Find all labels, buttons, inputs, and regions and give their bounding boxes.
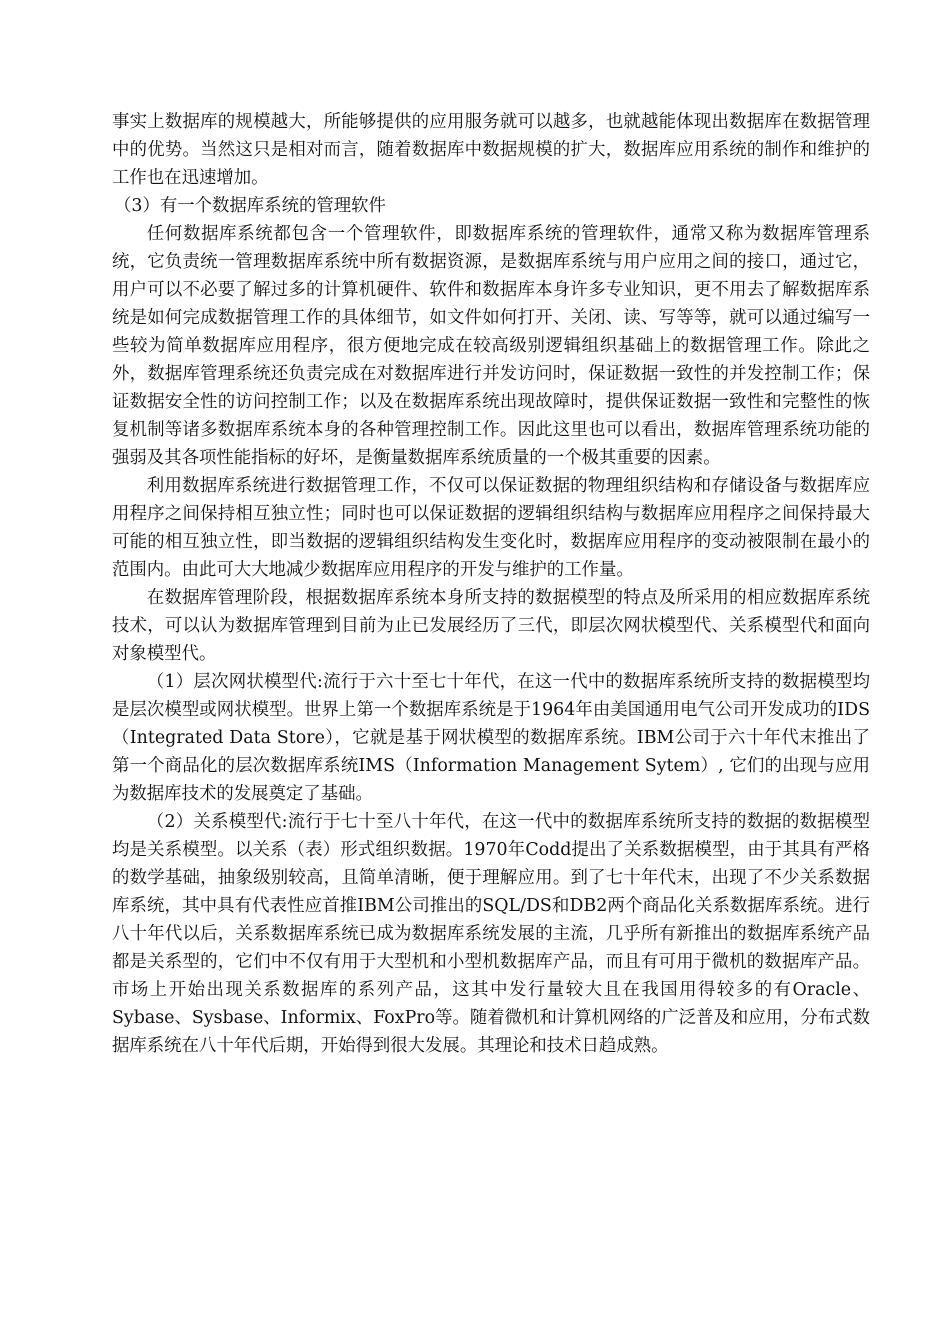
- paragraph-three-generations: 在数据库管理阶段，根据数据库系统本身所支持的数据模型的特点及所采用的相应数据库系统技术，可以认为数据库管理到目前为止已发展经历了三代，即层次网状模型代、关系模型代和面向对象模型代。: [112, 588, 870, 664]
- paragraph-database-scale: 事实上数据库的规模越大，所能够提供的应用服务就可以越多，也就越能体现出数据库在数据管理中的优势。当然这只是相对而言，随着数据库中数据规模的扩大，数据库应用系统的制作和维护的工作也在迅速增加。: [112, 112, 870, 188]
- paragraph-dbms-description: 任何数据库系统都包含一个管理软件，即数据库系统的管理软件，通常又称为数据库管理系统，它负责统一管理数据库系统中所有数据资源，是数据库系统与用户应用之间的接口，通过它，用户可以不必要了解过多的计算机硬件、软件和数据库本身许多专业知识，更不用去了解数据库系统是如何完成数据管理工作的具体细节，如文件如何打开、关闭、读、写等等，就可以通过编写一些较为简单数据库应用程序，很方便地完成在较高级别逻辑组织基础上的数据管理工作。除此之外，数据库管理系统还负责完成在对数据库进行并发访问时，保证数据一致性的并发控制工作；保证数据安全性的访问控制工作；以及在数据库系统出现故障时，提供保证数据一致性和完整性的恢复机制等诸多数据库系统本身的各种管理控制工作。因此这里也可以看出，数据库管理系统功能的强弱及其各项性能指标的好坏，是衡量数据库系统质量的一个极其重要的因素。: [112, 224, 870, 468]
- section-heading-management-software: （3）有一个数据库系统的管理软件: [114, 196, 386, 216]
- paragraph-data-independence: 利用数据库系统进行数据管理工作，不仅可以保证数据的物理组织结构和存储设备与数据库应用程序之间保持相互独立性；同时也可以保证数据的逻辑组织结构与数据库应用程序之间保持最大可能的相互独立性，即当数据的逻辑组织结构发生变化时，数据库应用程序的变动被限制在最小的范围内。由此可大大地减少数据库应用程序的开发与维护的工作量。: [112, 476, 870, 580]
- document-page: [112, 108, 870, 1060]
- paragraph-relational-generation: （2）关系模型代:流行于七十至八十年代，在这一代中的数据库系统所支持的数据的数据模型均是关系模型。以关系（表）形式组织数据。1970年Codd提出了关系数据模型，由于其具有严格的数学基础，抽象级别较高，且简单清晰，便于理解应用。到了七十年代末，出现了不少关系数据库系统，其中具有代表性应首推IBM公司推出的SQL/DS和DB2两个商品化关系数据库系统。进行八十年代以后，关系数据库系统已成为数据库系统发展的主流，几乎所有新推出的数据库系统产品都是关系型的，它们中不仅有用于大型机和小型机数据库产品，而且有可用于微机的数据库产品。市场上开始出现关系数据库的系列产品，这其中发行量较大且在我国用得较多的有Oracle、Sybase、Sysbase、Informix、FoxPro等。随着微机和计算机网络的广泛普及和应用，分布式数据库系统在八十年代后期，开始得到很大发展。其理论和技术日趋成熟。: [112, 812, 870, 1056]
- paragraph-hierarchical-network-generation: （1）层次网状模型代:流行于六十至七十年代，在这一代中的数据库系统所支持的数据模型均是层次模型或网状模型。世界上第一个数据库系统是于1964年由美国通用电气公司开发成功的IDS（Integrated Data Store），它就是基于网状模型的数据库系统。IBM公司于六十年代末推出了第一个商品化的层次数据库系统IMS（Information Management Sytem）, 它们的出现与应用为数据库技术的发展奠定了基础。: [112, 672, 870, 804]
